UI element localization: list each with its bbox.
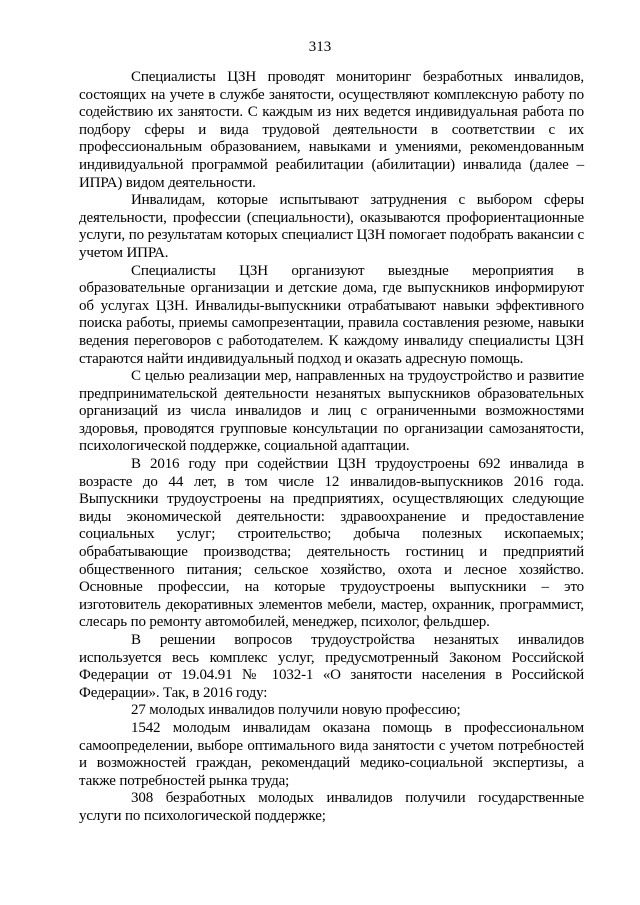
paragraph: 308 безработных молодых инвалидов получили государственные услуги по психологической поддержке; <box>79 790 584 824</box>
paragraph: С целью реализации мер, направленных на трудоустройство и развитие предпринимательской деятельности незанятых выпускников образовательных организаций из числа инвалидов и лиц с ограниченными возможностями здоровья, проводятся групповые консультации по организации самозанятости, психологической поддержке, социальной адаптации. <box>79 368 584 455</box>
paragraph: Специалисты ЦЗН организуют выездные мероприятия в образовательные организации и детские дома, где выпускников информируют об услугах ЦЗН. Инвалиды-выпускники отрабатывают навыки эффективного поиска работы, приемы самопрезентации, правила составления резюме, навыки ведения переговоров с работодателем. К каждому инвалиду специалисты ЦЗН стараются найти индивидуальный подход и оказать адресную помощь. <box>79 262 584 367</box>
paragraph: Специалисты ЦЗН проводят мониторинг безработных инвалидов, состоящих на учете в службе занятости, осуществляют комплексную работу по содействию их занятости. С каждым из них ведется индивидуальная работа по подбору сферы и вида трудовой деятельности в соответствии с их профессиональным образованием, навыками и умениями, рекомендованным индивидуальной программой реабилитации (абилитации) инвалида (далее – ИПРА) видом деятельности. <box>79 69 584 191</box>
paragraph: 27 молодых инвалидов получили новую профессию; <box>131 702 461 719</box>
paragraph: В решении вопросов трудоустройства незанятых инвалидов используется весь комплекс услуг, предусмотренный Законом Российской Федерации от 19.04.91 № 1032-1 «О занятости населения в Российской Федерации». Так, в 2016 году: <box>79 632 584 701</box>
paragraph: В 2016 году при содействии ЦЗН трудоустроены 692 инвалида в возрасте до 44 лет, в том числе 12 инвалидов-выпускников 2016 года. Выпускники трудоустроены на предприятиях, осуществляющих следующие виды экономической деятельности: здравоохранение и предоставление социальных услуг; строительство; добыча полезных ископаемых; обрабатывающие производства; деятельность гостиниц и предприятий общественного питания; сельское хозяйство, охота и лесное хозяйство. Основные профессии, на которые трудоустроены выпускники – это изготовитель декоративных элементов мебели, мастер, охранник, программист, слесарь по ремонту автомобилей, менеджер, психолог, фельдшер. <box>79 456 584 631</box>
body-text <box>79 69 584 826</box>
page-number: 313 <box>308 39 332 55</box>
paragraph: Инвалидам, которые испытывают затруднения с выбором сферы деятельности, профессии (специальности), оказываются профориентационные услуги, по результатам которых специалист ЦЗН помогает подобрать вакансии с учетом ИПРА. <box>79 192 584 261</box>
paragraph: 1542 молодым инвалидам оказана помощь в профессиональном самоопределении, выборе оптимального вида занятости с учетом потребностей и возможностей граждан, рекомендаций медико-социальной экспертизы, а также потребностей рынка труда; <box>79 719 584 789</box>
